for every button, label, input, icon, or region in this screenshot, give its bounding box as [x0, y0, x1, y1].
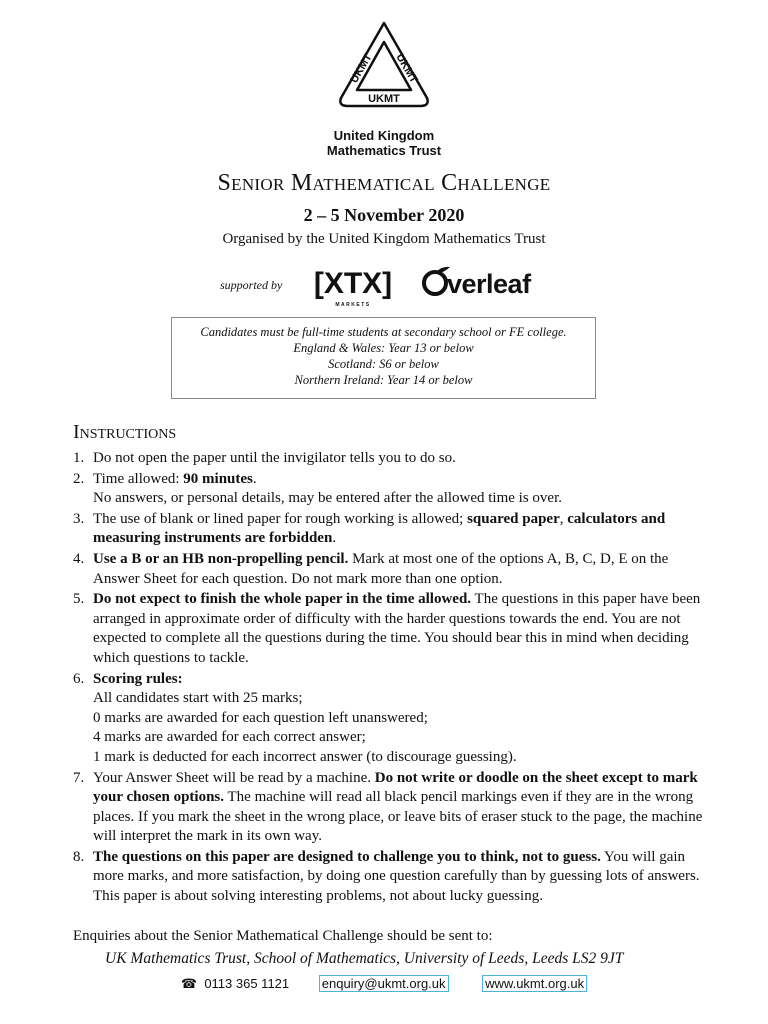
instruction-number: 6.: [73, 670, 85, 687]
instruction-item: [73, 769, 705, 847]
instruction-text: Time allowed:: [93, 470, 184, 487]
instruction-number: 2.: [73, 470, 85, 487]
logo-text-left: UKMT: [348, 51, 375, 86]
ukmt-logo: [334, 20, 434, 124]
supported-by-label: supported by: [220, 278, 283, 292]
logo-text-bottom: UKMT: [368, 93, 400, 105]
eligibility-line-1: Candidates must be full-time students at secondary school or FE college.: [200, 325, 567, 339]
instruction-text: .: [332, 530, 337, 547]
instruction-bold: Use a B or an HB non-propelling pencil.: [93, 550, 349, 567]
instruction-number: 4.: [73, 550, 85, 567]
org-name: [0, 128, 768, 158]
instruction-text: The questions in this paper have been arranged in approximate order of difficulty with the harder questions towards the end. You are not expected to complete all the questions during the time. You should bear this in mind when deciding which questions to tackle.: [93, 591, 701, 666]
eligibility-line-2: England & Wales: Year 13 or below: [293, 341, 474, 355]
eligibility-line-4: Northern Ireland: Year 14 or below: [294, 373, 473, 387]
instruction-text: .: [252, 470, 257, 487]
scoring-rule: 1 mark is deducted for each incorrect answer (to discourage guessing).: [93, 748, 517, 765]
xtx-logo-text: [XTX]: [313, 267, 393, 300]
org-line-1: United Kingdom: [333, 128, 435, 143]
instruction-bold: 90 minutes: [183, 470, 253, 487]
organised-by: Organised by the United Kingdom Mathematics Trust: [222, 231, 546, 247]
eligibility-line-3: Scotland: S6 or below: [328, 357, 439, 371]
instruction-number: 3.: [73, 510, 85, 527]
instruction-bold: calculators and measuring instruments are forbidden: [93, 510, 666, 547]
logo-text-right: UKMT: [393, 51, 420, 86]
xtx-logo-subtext: MARKETS: [335, 302, 371, 308]
email-link[interactable]: enquiry@ukmt.org.uk: [319, 975, 449, 992]
instruction-bold: Scoring rules:: [93, 670, 183, 687]
instruction-text: ,: [559, 510, 568, 527]
exam-dates: 2 – 5 November 2020: [303, 205, 465, 225]
contact-details: [0, 975, 768, 992]
instruction-item: [73, 550, 705, 589]
instruction-text: Mark at most one of the options A, B, C, D, E on the Answer Sheet for each question. Do not mark more than one option.: [93, 550, 669, 587]
instruction-number: 1.: [73, 450, 85, 466]
instruction-item: [73, 848, 705, 907]
page-title: Senior Mathematical Challenge: [217, 170, 551, 196]
instruction-item: [73, 470, 705, 509]
instruction-bold: The questions on this paper are designed to challenge you to think, not to guess.: [93, 848, 601, 865]
instruction-bold: Do not write or doodle on the sheet except to mark your chosen options.: [93, 769, 698, 806]
xtx-markets-logo: [308, 263, 398, 309]
website-link[interactable]: www.ukmt.org.uk: [482, 975, 587, 992]
instruction-item: [73, 449, 705, 469]
enquiries-text: Enquiries about the Senior Mathematical Challenge should be sent to:: [73, 928, 493, 944]
phone-icon: ☎: [180, 976, 198, 991]
org-line-2: Mathematics Trust: [326, 143, 442, 158]
postal-address: UK Mathematics Trust, School of Mathematics, University of Leeds, Leeds LS2 9JT: [105, 950, 624, 967]
instruction-bold: Do not expect to finish the whole paper in the time allowed.: [93, 591, 472, 608]
scoring-rule: 4 marks are awarded for each correct answer;: [93, 729, 366, 746]
instruction-number: 5.: [73, 591, 85, 608]
instruction-text: You will gain more marks, and more satisfaction, by doing one question carefully than by guessing lots of answers. This paper is about solving interesting problems, not about lucky guessing.: [93, 848, 700, 905]
eligibility-box: [171, 317, 596, 399]
instruction-item: [73, 590, 705, 668]
instruction-text: Your Answer Sheet will be read by a machine.: [93, 769, 375, 786]
instructions-list: [73, 449, 705, 908]
instruction-bold: squared paper: [467, 510, 560, 527]
instruction-number: 8.: [73, 848, 85, 865]
svg-text:verleaf: verleaf: [447, 269, 531, 298]
scoring-rule: All candidates start with 25 marks;: [93, 690, 303, 707]
instruction-text: No answers, or personal details, may be entered after the allowed time is over.: [93, 490, 563, 507]
instruction-text: Do not open the paper until the invigilator tells you to do so.: [93, 450, 456, 466]
overleaf-logo: [420, 264, 550, 298]
phone-number: 0113 365 1121: [204, 976, 290, 991]
instruction-item: [73, 510, 705, 549]
instruction-item: [73, 670, 705, 768]
phone-contact: [181, 976, 289, 992]
instruction-number: 7.: [73, 769, 85, 786]
instruction-text: The use of blank or lined paper for rough working is allowed;: [93, 510, 468, 527]
instruction-text: The machine will read all black pencil markings even if they are in the wrong places. If you mark the sheet in the wrong place, or leave bits of eraser stuck to the page, the machine will interpret the mark in its own way.: [93, 789, 703, 845]
instructions-heading: Instructions: [73, 421, 177, 443]
scoring-rule: 0 marks are awarded for each question left unanswered;: [93, 709, 428, 726]
